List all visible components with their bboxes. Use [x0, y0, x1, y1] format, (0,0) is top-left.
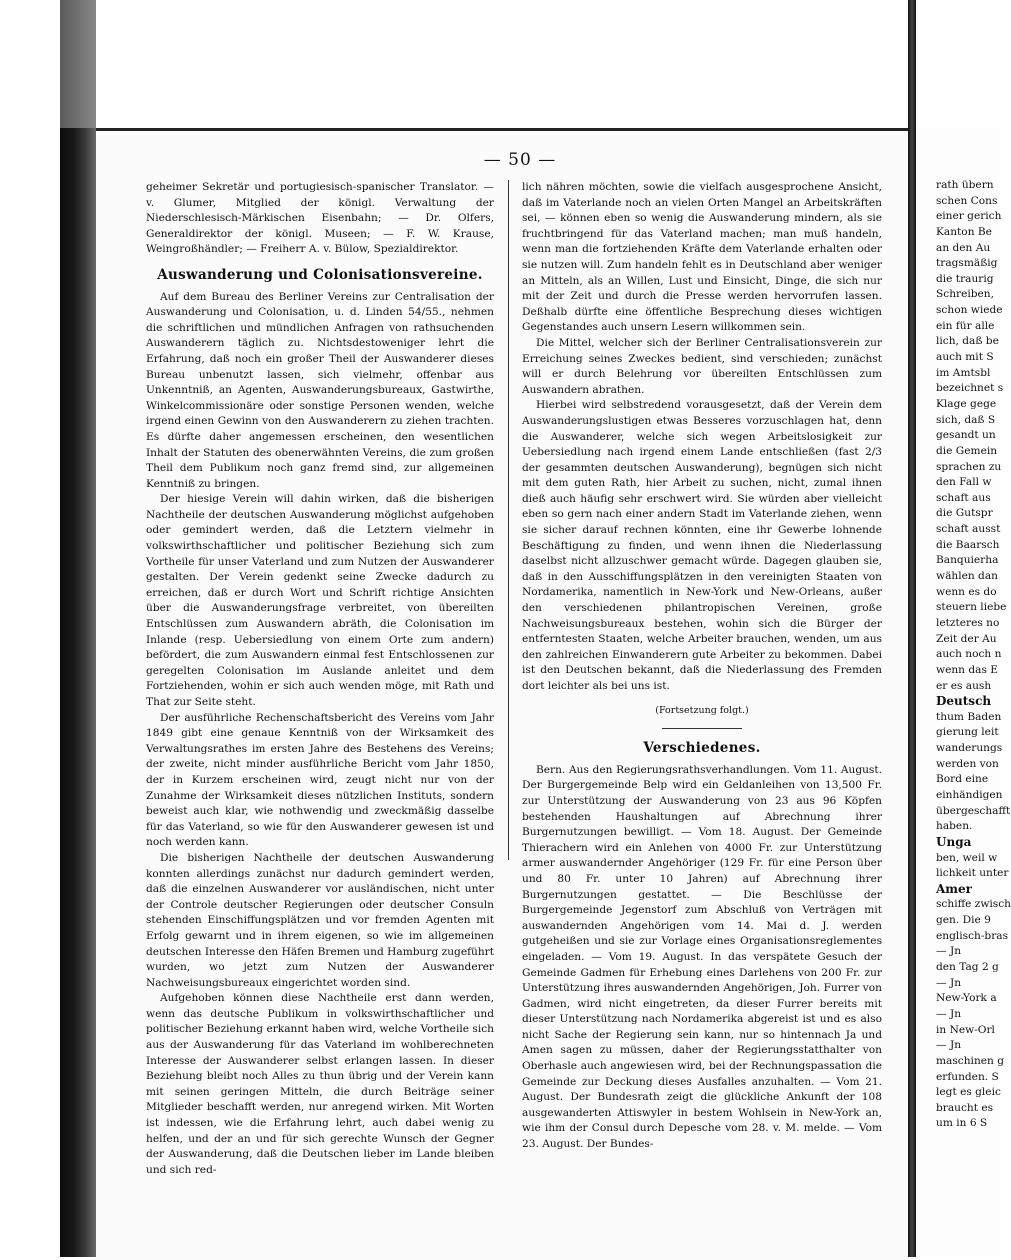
facing-page-line: einhändigen: [936, 788, 1003, 801]
facing-page-line: braucht es: [936, 1101, 994, 1114]
scan-margin-top-right: [916, 0, 1000, 128]
section-heading-emigration: Auswanderung und Colonisationsvereine.: [157, 266, 483, 283]
column-divider: [508, 180, 509, 860]
page-number: — 50 —: [483, 150, 557, 170]
facing-page-fragment: [916, 128, 1011, 1257]
facing-page-line: legt es gleic: [936, 1086, 1001, 1099]
facing-page-line: Kanton Be: [936, 225, 992, 238]
facing-page-line: gesandt un: [936, 429, 996, 442]
facing-page-line: — Jn: [936, 945, 962, 958]
facing-page-line: Deutsch: [936, 694, 992, 709]
paragraph: Der hiesige Verein will dahin wirken, daß die bisherigen Nachtheile der deutschen Auswanderung möglichst aufgehoben oder gemindert werden, daß die Letztern vielmehr in volkswirthschaftlicher und politischer Beziehung sich zum Vortheile für unser Vaterland und zum Nutzen der Auswanderer gestalten. Der Verein gedenkt seine Zwecke dadurch zu erreichen, daß er durch Wort und Schrift richtige Ansichten über die Auswanderungsfrage verbreitet, von übereilten Entschlüssen zum Auswandern abräth, die Colonisation im Inlande (resp. Uebersiedlung von einem Orte zum andern) befördert, die zum Auswandern einmal fest Entschlossenen zur geregelten Colonisation im Auslande anleitet und dem Fortziehenden, wohin er sich auch wenden möge, mit Rath und That zur Seite steht.: [146, 493, 494, 708]
facing-page-line: einer gerich: [936, 210, 1002, 223]
facing-page-line: die Baarsch: [936, 538, 1000, 551]
facing-page-line: — Jn: [936, 976, 962, 989]
facing-page-line: sprachen zu: [936, 460, 1002, 473]
facing-page-line: haben.: [936, 820, 973, 833]
paragraph: Aufgehoben können diese Nachtheile erst dann werden, wenn das deutsche Publikum in volkswirthschaftlicher und politischer Beziehung erkannt haben wird, welche Vortheile sich aus der Auswanderung für das Vaterland im wohlberechneten Interesse der Auswanderer selbst erlangen lassen. In dieser Beziehung bleibt noch Alles zu thun übrig und der Verein kann mit seinen geringen Mitteln, die durch Beiträge seiner Mitglieder beschafft werden, nur anregend wirken. Mit Worten ist indessen, wie die Erfahrung lehrt, auch dabei wenig zu helfen, und der an und für sich gerechte Wunsch der Gegner der Auswanderung, daß die Deutschen lieber im Lande bleiben und sich red-: [146, 992, 494, 1176]
facing-page-line: wählen dan: [936, 570, 998, 583]
facing-page-line: den Tag 2 g: [936, 961, 999, 974]
facing-page-line: rath übern: [936, 179, 994, 191]
paragraph: Auf dem Bureau des Berliner Vereins zur Centralisation der Auswanderung und Colonisation, u. d. Linden 54/55., nehmen die schriftlichen und mündlichen Anfragen von rathsuchenden Auswanderern täglich zu. Nichtsdestoweniger lehrt die Erfahrung, daß noch ein großer Theil der Auswanderer dieses Bureau unbenutzt lassen, sich vielmehr, offenbar aus Unkenntniß, an Agenten, Auswanderungsbureaux, Gastwirthe, Winkelcommissionäre oder sonstige Personen wenden, welche irgend einen Gewinn von den Auswanderern zu ziehen trachten. Es dürfte daher angemessen erscheinen, den wesentlichen Inhalt der Statuten des obenerwähnten Vereins, die zum großen Theil dem Publikum noch ganz fremd sind, zur allgemeinen Kenntniß zu bringen.: [146, 290, 494, 490]
left-column: [146, 180, 494, 1178]
right-column: [522, 180, 882, 1153]
facing-page-line: schen Cons: [936, 194, 998, 207]
facing-page-line: letzteres no: [936, 616, 1000, 629]
facing-page-line: Unga: [936, 834, 972, 849]
facing-page-line: auch noch n: [936, 648, 1002, 661]
facing-page-line: schon wiede: [936, 304, 1003, 317]
facing-page-line: Banquierha: [936, 554, 999, 567]
facing-page-line: die Gemein: [936, 444, 998, 457]
facing-page-line: schaft ausst: [936, 523, 1001, 536]
facing-page-line: übergeschafft: [936, 804, 1011, 817]
facing-page-line: Klage gege: [936, 397, 997, 410]
facing-page-line: gierung leit: [936, 726, 999, 739]
facing-page-line: New-York a: [936, 992, 997, 1005]
paragraph: Der ausführliche Rechenschaftsbericht des Vereins vom Jahr 1849 gibt eine genaue Kenntniß von der Wirksamkeit des Verwaltungsrathes im ersten Jahre des Bestehens des Vereins; der zweite, nicht minder ausführliche Bericht vom Jahr 1850, der in Kurzem erscheinen wird, zeugt nicht nur von der Zunahme der Wirksamkeit dieses nützlichen Instituts, sondern beweist auch klar, wie nothwendig und zweckmäßig dasselbe für das Vaterland, so wie für den Auswanderer gewesen ist und noch werden kann.: [146, 711, 494, 849]
facing-page-line: Zeit der Au: [936, 632, 997, 645]
facing-page-line: wenn das E: [936, 663, 998, 676]
facing-page-line: sich, daß S: [936, 413, 996, 426]
facing-page-line: Bord eine: [936, 773, 989, 786]
facing-page-lines: [936, 178, 1011, 1132]
facing-page-line: — Jn: [936, 1039, 962, 1052]
facing-page-line: wanderungs: [936, 742, 1003, 755]
facing-page-line: um in 6 S: [936, 1117, 988, 1130]
paragraph: Hierbei wird selbstredend vorausgesetzt, daß der Verein dem Auswanderungslustigen etwas Besseres vorzuschlagen hat, denn die Auswanderer, welche sich wegen Arbeitslosigkeit zur Uebersiedlung nach irgend einem Lande entschließen (fast 2/3 der gesammten deutschen Auswanderung), begnügen sich nicht mit dem guten Rath, hier Arbeit zu suchen, nicht, zumal ihnen dieß auch häufig sehr erschwert wird. Sie würden aber vielleicht eben so gern nach einer andern Stadt im Vaterlande ziehen, wenn sie sicher darauf rechnen könnten, eine ihr Gewerbe lohnende Beschäftigung zu finden, und wenn ihnen die Niederlassung daselbst nicht allzuschwer gemacht würde. Dagegen glauben sie, daß in den Ausschiffungsplätzen in den vereinigten Staaten von Nordamerika, namentlich in New-York und New-Orleans, außer den verschiedenen philantropischen Vereinen, große Nachweisungsbureaux bestehen, wohin sich die Bürger der entferntesten Staaten, welche Arbeiter brauchen, wenden, um aus den zahlreichen Einwanderern gute Arbeiter zu bekommen. Dabei ist den Deutschen bekannt, daß die Niederlassung des Fremden dort leichter als bei uns ist.: [522, 399, 882, 692]
facing-page-line: schaft aus: [936, 491, 991, 504]
facing-page-line: Schreiben,: [936, 288, 994, 301]
book-binding-shadow: [60, 128, 96, 1257]
scan-margin-top: [96, 0, 908, 128]
continuation-note: (Fortsetzung folgt.): [655, 704, 749, 716]
page-gutter: [908, 0, 916, 1257]
paragraph: lich nähren möchten, sowie die vielfach ausgesprochene Ansicht, daß im Vaterlande noch an vielen Orten Mangel an Arbeitskräften sei, — können eben so wenig die Auswanderung mindern, als sie fruchtbringend für das Vaterland machen; man muß handeln, wenn man die fortziehenden Kräfte dem Vaterlande erhalten oder sie nutzen will. Zum handeln fehlt es in Deutschland aber weniger an Mitteln, als an Willen, Lust und Einsicht, Dinge, die sich nur mit der Zeit und durch die Presse werden hervorrufen lassen. Deßhalb dürfte eine öffentliche Besprechung dieses wichtigen Gegenstandes auch unsern Lesern willkommen sein.: [522, 181, 882, 334]
facing-page-line: die Gutspr: [936, 507, 993, 520]
paragraph: Die bisherigen Nachtheile der deutschen Auswanderung konnten allerdings zunächst nur dadurch gemindert werden, daß die einzelnen Auswanderer vor ausländischen, nicht unter der Controle deutscher Regierungen oder deutscher Consuln stehenden Einschiffungsplätzen und vor fremden Agenten mit Erfolg gewarnt und in ihrem eigenen, so wie im allgemeinen deutschen Interesse den Häfen Bremen und Hamburg zugeführt wurden, wo jetzt zum Nutzen der Auswanderer Nachweisungsbureaux eingerichtet worden sind.: [146, 851, 494, 989]
facing-page-line: er es aush: [936, 679, 992, 692]
facing-page-line: maschinen g: [936, 1054, 1005, 1067]
facing-page-line: ein für alle: [936, 319, 995, 332]
facing-page-line: thum Baden: [936, 710, 1002, 723]
facing-page-line: englisch-bras: [936, 929, 1009, 942]
member-list-continuation: geheimer Sekretär und portugiesisch-spanischer Translator. — v. Glumer, Mitglied der königl. Verwaltung der Niederschlesisch-Märkischen Eisenbahn; — Dr. Olfers, Generaldirektor der königl. Museen; — F. W. Krause, Weingroßhändler; — Freiherr A. v. Bülow, Spezialdirektor.: [146, 181, 494, 256]
facing-page-line: in New-Orl: [936, 1023, 995, 1036]
section-rule: [662, 728, 742, 729]
facing-page-line: wenn es do: [936, 585, 997, 598]
facing-page-line: im Amtsbl: [936, 366, 991, 379]
facing-page-line: schiffe zwisch: [936, 898, 1011, 911]
scan-margin-left: [0, 0, 60, 1257]
facing-page-line: Amer: [936, 881, 972, 896]
facing-page-line: — Jn: [936, 1007, 962, 1020]
facing-page-line: den Fall w: [936, 476, 992, 489]
section-heading-miscellaneous: Verschiedenes.: [643, 740, 761, 757]
facing-page-line: steuern liebe: [936, 601, 1007, 614]
facing-page-line: bezeichnet s: [936, 382, 1004, 395]
facing-page-line: auch mit S: [936, 351, 994, 364]
facing-page-line: die traurig: [936, 272, 994, 285]
facing-page-line: erfunden. S: [936, 1070, 999, 1083]
facing-page-line: ben, weil w: [936, 851, 998, 864]
facing-page-line: lichkeit unter: [936, 867, 1009, 880]
facing-page-line: gen. Die 9: [936, 914, 991, 927]
facing-page-line: werden von: [936, 757, 999, 770]
facing-page-line: lich, daß be: [936, 335, 999, 348]
facing-page-line: an den Au: [936, 241, 991, 254]
paragraph: Die Mittel, welcher sich der Berliner Centralisationsverein zur Erreichung seines Zweckes bedient, sind verschieden; zunächst will er durch Belehrung vor übereilten Entschlüssen zum Auswandern abrathen.: [522, 336, 882, 396]
facing-page-line: tragsmäßig: [936, 257, 998, 270]
paragraph: Bern. Aus den Regierungsrathsverhandlungen. Vom 11. August. Der Burgergemeinde Belp wird ein Geldanleihen von 13,500 Fr. zur Unterstützung der Auswanderung von 23 aus 96 Köpfen bestehenden Haushaltungen auf Abrechnung ihrer Burgernutzungen bewilligt. — Vom 18. August. Der Gemeinde Thierachern wird ein Anlehen von 4000 Fr. zur Unterstützung armer auswandernder Angehöriger (129 Fr. für eine Person über und 80 Fr. unter 10 Jahren) auf Abrechnung ihrer Burgernutzungen gestattet. — Die Beschlüsse der Burgergemeinde Jegenstorf zum Abschluß von Verträgen mit auswandernden Angehörigen vom 14. Mai d. J. werden gutgeheißen und sie zur Vorlage eines Organisationsreglementes eingeladen. — Vom 19. August. In das verspätete Gesuch der Gemeinde Gadmen für Erhebung eines Darlehens von 200 Fr. zur Unterstützung ihres auswandernden Angehörigen, Joh. Furrer von Gadmen, wird nicht eingetreten, da dieser Furrer bereits mit dieser Unterstützung nach Nordamerika abgereist ist und es also nicht Sache der Regierung sein kann, nur so hintennach Ja und Amen sagen zu müssen, daher der Regierungsstatthalter von Oberhasle auch angewiesen wird, bei der Rechnungspassation die Gemeinde zur Deckung dieses Ausfalles anzuhalten. — Vom 21. August. Der Bundesrath zeigt die glückliche Ankunft der 108 ausgewanderten Attiswyler in bestem Wohlsein in New-York an, wie ihm der Consul durch Depesche vom 28. v. M. melde. — Vom 23. August. Der Bundes-: [522, 763, 882, 1151]
